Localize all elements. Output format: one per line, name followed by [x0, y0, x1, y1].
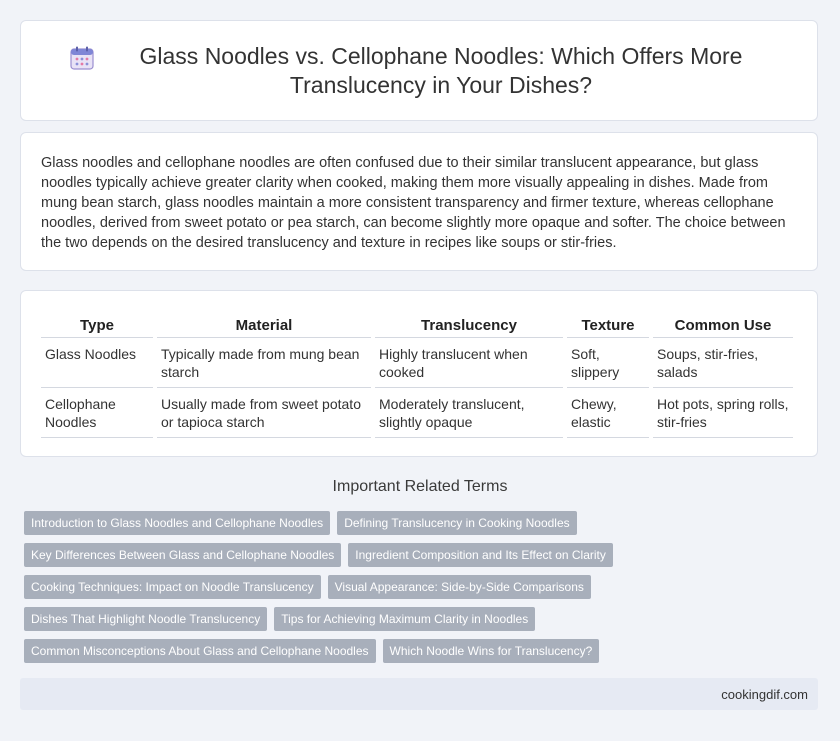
table-row	[41, 338, 793, 388]
cell-translucency: Moderately translucent, slightly opaque	[375, 388, 563, 438]
related-term-tag[interactable]: Defining Translucency in Cooking Noodles	[337, 511, 576, 535]
footer	[20, 678, 818, 710]
related-term-tag[interactable]: Which Noodle Wins for Translucency?	[383, 639, 600, 663]
title-card	[20, 20, 818, 121]
calendar-icon	[69, 45, 95, 71]
term-row	[24, 543, 824, 567]
term-row	[24, 575, 824, 599]
footer-site-link[interactable]: cookingdif.com	[721, 687, 808, 702]
title-wrap	[69, 42, 769, 100]
related-term-tag[interactable]: Dishes That Highlight Noodle Translucency	[24, 607, 267, 631]
term-row	[24, 607, 824, 631]
cell-translucency: Highly translucent when cooked	[375, 338, 563, 388]
cell-type: Glass Noodles	[41, 338, 153, 388]
header-type: Type	[41, 313, 153, 338]
cell-common-use: Hot pots, spring rolls, stir-fries	[653, 388, 793, 438]
term-row	[24, 511, 824, 535]
table-header-row	[41, 313, 793, 338]
table-row	[41, 388, 793, 438]
related-term-tag[interactable]: Tips for Achieving Maximum Clarity in Noodles	[274, 607, 535, 631]
cell-type: Cellophane Noodles	[41, 388, 153, 438]
comparison-table	[37, 313, 797, 438]
cell-texture: Chewy, elastic	[567, 388, 649, 438]
intro-paragraph: Glass noodles and cellophane noodles are often confused due to their similar translucent appearance, but glass noodles typically achieve greater clarity when cooked, making them more visually appealing in dishes. Made from mung bean starch, glass noodles maintain a more consistent transparency and firmer texture, whereas cellophane noodles, derived from sweet potato or pea starch, can become slightly more opaque and softer. The choice between the two depends on the desired translucency and texture in recipes like soups or stir-fries.	[41, 155, 786, 251]
header-common-use: Common Use	[653, 313, 793, 338]
header-texture: Texture	[567, 313, 649, 338]
intro-card	[20, 132, 818, 271]
related-term-tag[interactable]: Ingredient Composition and Its Effect on Clarity	[348, 543, 613, 567]
related-terms-list	[24, 511, 824, 671]
related-term-tag[interactable]: Cooking Techniques: Impact on Noodle Translucency	[24, 575, 321, 599]
related-term-tag[interactable]: Visual Appearance: Side-by-Side Comparisons	[328, 575, 591, 599]
term-row	[24, 639, 824, 663]
related-term-tag[interactable]: Key Differences Between Glass and Cellophane Noodles	[24, 543, 341, 567]
related-term-tag[interactable]: Common Misconceptions About Glass and Cellophane Noodles	[24, 639, 376, 663]
page-title: Glass Noodles vs. Cellophane Noodles: Which Offers More Translucency in Your Dishes?	[139, 42, 743, 98]
header-material: Material	[157, 313, 371, 338]
cell-common-use: Soups, stir-fries, salads	[653, 338, 793, 388]
header-translucency: Translucency	[375, 313, 563, 338]
cell-material: Usually made from sweet potato or tapioca starch	[157, 388, 371, 438]
related-terms-heading: Important Related Terms	[332, 478, 508, 495]
comparison-table-card	[20, 290, 818, 457]
related-term-tag[interactable]: Introduction to Glass Noodles and Cellophane Noodles	[24, 511, 330, 535]
cell-material: Typically made from mung bean starch	[157, 338, 371, 388]
cell-texture: Soft, slippery	[567, 338, 649, 388]
